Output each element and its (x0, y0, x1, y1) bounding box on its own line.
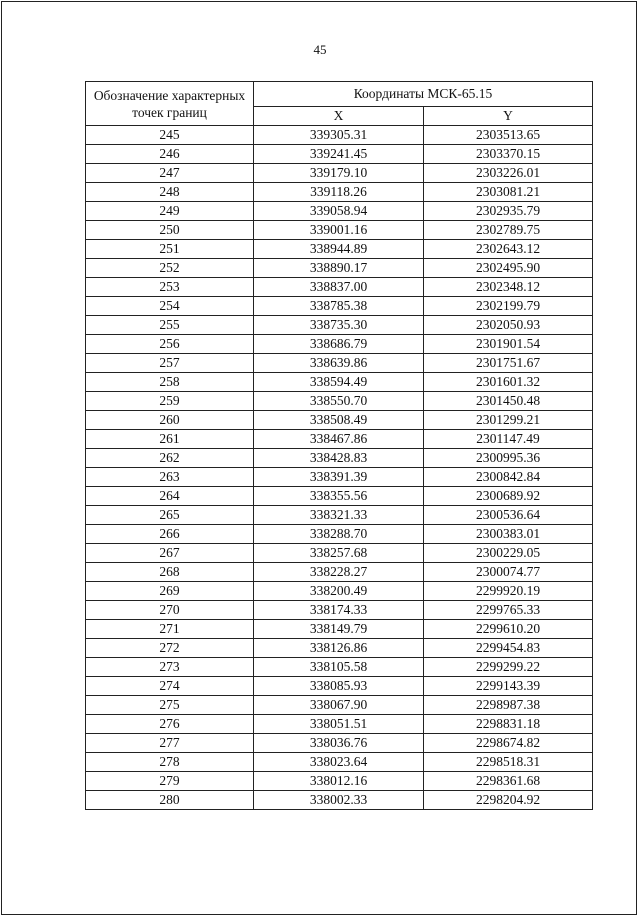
y-cell: 2302789.75 (424, 221, 593, 240)
x-cell: 339179.10 (254, 164, 424, 183)
points-header-line2: точек границ (132, 104, 207, 120)
point-cell: 272 (86, 639, 254, 658)
table-row (86, 164, 593, 183)
point-cell: 254 (86, 297, 254, 316)
y-cell: 2299765.33 (424, 601, 593, 620)
point-cell: 256 (86, 335, 254, 354)
y-cell: 2299299.22 (424, 658, 593, 677)
y-cell: 2298831.18 (424, 715, 593, 734)
point-cell: 258 (86, 373, 254, 392)
table-row (86, 373, 593, 392)
table-row (86, 278, 593, 297)
y-cell: 2300842.84 (424, 468, 593, 487)
page-number: 45 (313, 42, 327, 57)
point-cell: 247 (86, 164, 254, 183)
y-cell: 2303370.15 (424, 145, 593, 164)
table-row (86, 392, 593, 411)
table-row (86, 430, 593, 449)
point-cell: 257 (86, 354, 254, 373)
y-cell: 2300229.05 (424, 544, 593, 563)
table-row (86, 734, 593, 753)
x-cell: 338890.17 (254, 259, 424, 278)
x-cell: 338228.27 (254, 563, 424, 582)
x-cell: 338085.93 (254, 677, 424, 696)
point-cell: 269 (86, 582, 254, 601)
x-cell: 339001.16 (254, 221, 424, 240)
table-row (86, 696, 593, 715)
x-cell: 338837.00 (254, 278, 424, 297)
x-cell: 338391.39 (254, 468, 424, 487)
table-row (86, 354, 593, 373)
x-cell: 338105.58 (254, 658, 424, 677)
x-cell: 338257.68 (254, 544, 424, 563)
y-cell: 2299143.39 (424, 677, 593, 696)
x-cell: 338467.86 (254, 430, 424, 449)
table-row (86, 183, 593, 202)
y-column-header: Y (424, 107, 593, 126)
point-cell: 253 (86, 278, 254, 297)
y-cell: 2303226.01 (424, 164, 593, 183)
table-row (86, 411, 593, 430)
y-cell: 2298518.31 (424, 753, 593, 772)
table-row (86, 544, 593, 563)
table-row (86, 335, 593, 354)
point-cell: 276 (86, 715, 254, 734)
point-cell: 280 (86, 791, 254, 810)
y-cell: 2298361.68 (424, 772, 593, 791)
x-cell: 338508.49 (254, 411, 424, 430)
table-row (86, 658, 593, 677)
y-cell: 2301901.54 (424, 335, 593, 354)
table-row (86, 563, 593, 582)
table-row (86, 753, 593, 772)
y-cell: 2301299.21 (424, 411, 593, 430)
table-row (86, 240, 593, 259)
point-cell: 273 (86, 658, 254, 677)
x-cell: 339118.26 (254, 183, 424, 202)
table-body (86, 126, 593, 810)
table-row (86, 791, 593, 810)
point-cell: 251 (86, 240, 254, 259)
point-cell: 250 (86, 221, 254, 240)
point-cell: 245 (86, 126, 254, 145)
y-cell: 2298674.82 (424, 734, 593, 753)
table-row (86, 772, 593, 791)
y-cell: 2298987.38 (424, 696, 593, 715)
y-cell: 2303081.21 (424, 183, 593, 202)
table-row (86, 715, 593, 734)
y-cell: 2301751.67 (424, 354, 593, 373)
x-cell: 338288.70 (254, 525, 424, 544)
x-cell: 338023.64 (254, 753, 424, 772)
x-cell: 338550.70 (254, 392, 424, 411)
x-cell: 338174.33 (254, 601, 424, 620)
x-cell: 338012.16 (254, 772, 424, 791)
y-cell: 2302050.93 (424, 316, 593, 335)
y-cell: 2299610.20 (424, 620, 593, 639)
x-cell: 338067.90 (254, 696, 424, 715)
table-row (86, 221, 593, 240)
point-cell: 252 (86, 259, 254, 278)
y-cell: 2301601.32 (424, 373, 593, 392)
table-row (86, 297, 593, 316)
table-row (86, 126, 593, 145)
x-cell: 338594.49 (254, 373, 424, 392)
table-row (86, 639, 593, 658)
y-cell: 2301450.48 (424, 392, 593, 411)
point-cell: 271 (86, 620, 254, 639)
point-cell: 279 (86, 772, 254, 791)
y-cell: 2302199.79 (424, 297, 593, 316)
point-cell: 275 (86, 696, 254, 715)
point-cell: 255 (86, 316, 254, 335)
point-cell: 277 (86, 734, 254, 753)
x-cell: 338944.89 (254, 240, 424, 259)
table-row (86, 202, 593, 221)
x-cell: 338002.33 (254, 791, 424, 810)
y-cell: 2300689.92 (424, 487, 593, 506)
x-cell: 338149.79 (254, 620, 424, 639)
x-cell: 338036.76 (254, 734, 424, 753)
x-cell: 338735.30 (254, 316, 424, 335)
point-cell: 246 (86, 145, 254, 164)
table-row (86, 468, 593, 487)
y-cell: 2302643.12 (424, 240, 593, 259)
points-column-header (86, 82, 254, 126)
y-cell: 2300536.64 (424, 506, 593, 525)
table-row (86, 620, 593, 639)
x-cell: 339305.31 (254, 126, 424, 145)
point-cell: 261 (86, 430, 254, 449)
y-cell: 2298204.92 (424, 791, 593, 810)
points-header-line1: Обозначение характерных (93, 87, 246, 103)
y-cell: 2299920.19 (424, 582, 593, 601)
table-row (86, 259, 593, 278)
y-cell: 2300383.01 (424, 525, 593, 544)
x-cell: 338639.86 (254, 354, 424, 373)
point-cell: 263 (86, 468, 254, 487)
coordinates-table (85, 81, 593, 810)
x-cell: 338321.33 (254, 506, 424, 525)
y-cell: 2302495.90 (424, 259, 593, 278)
point-cell: 267 (86, 544, 254, 563)
point-cell: 268 (86, 563, 254, 582)
y-cell: 2301147.49 (424, 430, 593, 449)
table-row (86, 449, 593, 468)
point-cell: 259 (86, 392, 254, 411)
x-cell: 338686.79 (254, 335, 424, 354)
x-cell: 339058.94 (254, 202, 424, 221)
x-cell: 338428.83 (254, 449, 424, 468)
point-cell: 249 (86, 202, 254, 221)
point-cell: 248 (86, 183, 254, 202)
point-cell: 270 (86, 601, 254, 620)
x-cell: 338355.56 (254, 487, 424, 506)
x-cell: 338051.51 (254, 715, 424, 734)
y-cell: 2300074.77 (424, 563, 593, 582)
x-column-header: X (254, 107, 424, 126)
point-cell: 274 (86, 677, 254, 696)
x-cell: 338785.38 (254, 297, 424, 316)
point-cell: 264 (86, 487, 254, 506)
table-row (86, 487, 593, 506)
y-cell: 2302348.12 (424, 278, 593, 297)
coordinates-group-header: Координаты МСК-65.15 (254, 82, 593, 107)
y-cell: 2300995.36 (424, 449, 593, 468)
x-cell: 338200.49 (254, 582, 424, 601)
y-cell: 2302935.79 (424, 202, 593, 221)
x-cell: 338126.86 (254, 639, 424, 658)
point-cell: 278 (86, 753, 254, 772)
table-row (86, 145, 593, 164)
x-cell: 339241.45 (254, 145, 424, 164)
point-cell: 260 (86, 411, 254, 430)
table-row (86, 316, 593, 335)
point-cell: 265 (86, 506, 254, 525)
table-row (86, 601, 593, 620)
y-cell: 2303513.65 (424, 126, 593, 145)
table-row (86, 506, 593, 525)
table-row (86, 677, 593, 696)
y-cell: 2299454.83 (424, 639, 593, 658)
table-row (86, 582, 593, 601)
point-cell: 262 (86, 449, 254, 468)
table-row (86, 525, 593, 544)
point-cell: 266 (86, 525, 254, 544)
